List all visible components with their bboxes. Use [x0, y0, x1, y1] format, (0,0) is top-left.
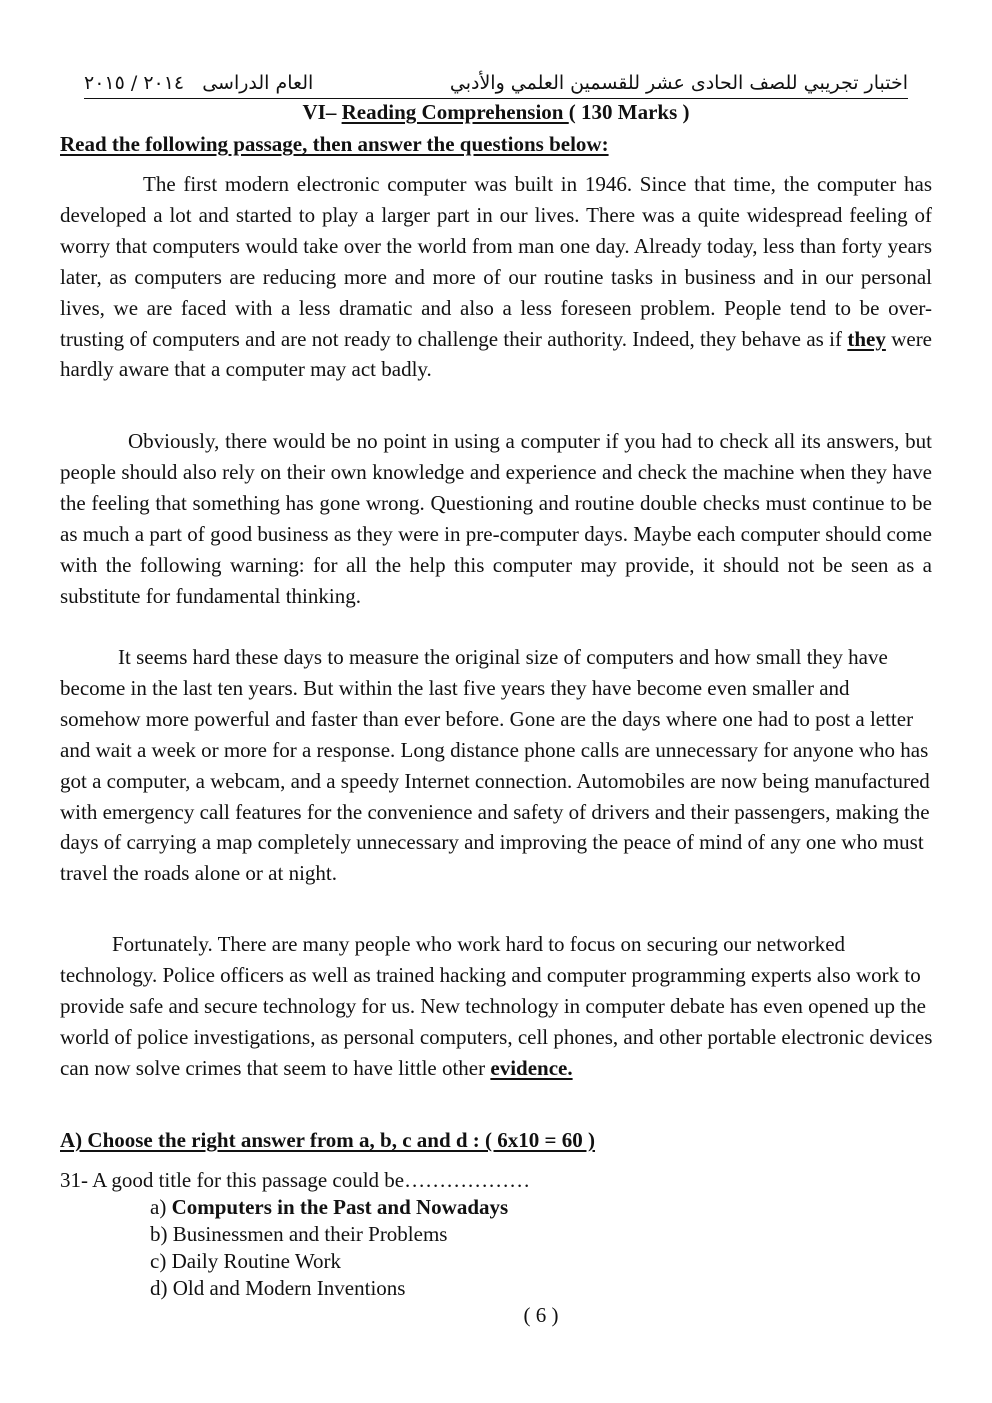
option-text: Computers in the Past and Nowadays: [171, 1195, 509, 1219]
option-c: [150, 1248, 508, 1275]
passage-paragraph-4: [60, 929, 936, 1084]
option-letter: a): [150, 1195, 172, 1219]
option-a: [150, 1194, 508, 1221]
option-letter: b): [150, 1222, 173, 1246]
option-letter: c): [150, 1249, 172, 1273]
highlighted-word-evidence: evidence.: [490, 1055, 573, 1080]
option-b: [150, 1221, 508, 1248]
passage-paragraph-2: Obviously, there would be no point in using a computer if you had to check all its answers, but people should also rely on their own knowledge and experience and check the machine when they have the feeling that something has gone wrong. Questioning and routine double checks must continue to be as much a part of good business as they were in pre-computer days. Maybe each computer should come with the following warning: for all the help this computer may provide, it should not be seen as a substitute for fundamental thinking.: [60, 429, 932, 608]
exam-header: [84, 70, 908, 99]
academic-year-label: العام الدراسى: [202, 72, 314, 94]
questions-heading: A) Choose the right answer from a, b, c and d : ( 6x10 = 60 ): [60, 1128, 596, 1152]
option-text: Old and Modern Inventions: [172, 1276, 406, 1300]
section-marks: ( 130 Marks ): [568, 100, 690, 124]
question-31-options: [150, 1194, 508, 1302]
paragraph-text: were hardly aware that a computer may act badly.: [60, 326, 933, 382]
page-number: ( 6 ): [523, 1303, 559, 1327]
highlighted-word-they: they: [847, 326, 886, 351]
section-title: [0, 99, 992, 125]
paragraph-text: The first modern electronic computer was built in 1946. Since that time, the computer has developed a lot and started to play a larger part in our lives. There was a quite widespread feeling of worry that computers would take over the world from man one day. Already today, less than forty years later, as computers are reducing more and more of our routine tasks in business and in our personal lives, we are faced with a less dramatic and also a less foreseen problem. People tend to be over-trusting of computers and are not ready to challenge their authority. Indeed, they behave as if: [60, 172, 932, 351]
academic-year-range: ٢٠١٤ / ٢٠١٥: [84, 72, 185, 94]
question-31-stem: 31- A good title for this passage could be………………: [60, 1168, 531, 1192]
section-name: Reading Comprehension: [341, 100, 569, 124]
paragraph-text: Fortunately. There are many people who work hard to focus on securing our networked technology. Police officers as well as trained hacking and computer programming experts also work to provide safe and secure technology for us. New technology in computer debate has even opened up the world of police investigations, as personal computers, cell phones, and other portable electronic devices can now solve crimes that seem to have little other: [60, 932, 933, 1080]
passage-paragraph-3: It seems hard these days to measure the original size of computers and how small they have become in the last ten years. But within the last five years they have become even smaller and somehow more powerful and faster than ever before. Gone are the days where one had to post a letter and wait a week or more for a response. Long distance phone calls are unnecessary for anyone who has got a computer, a webcam, and a speedy Internet connection. Automobiles are now being manufactured with emergency call features for the convenience and safety of drivers and their passengers, making the days of carrying a map completely unnecessary and improving the peace of mind of any one who must travel the roads alone or at night.: [60, 645, 930, 886]
exam-title-arabic: اختبار تجريبي للصف الحادى عشر للقسمين العلمي والأدبي: [449, 72, 908, 94]
option-letter: d): [150, 1276, 173, 1300]
option-d: [150, 1275, 508, 1302]
section-number: VI–: [302, 100, 342, 124]
option-text: Daily Routine Work: [171, 1249, 341, 1273]
passage-paragraph-1: [60, 169, 932, 385]
option-text: Businessmen and their Problems: [172, 1222, 448, 1246]
academic-year: [84, 70, 313, 96]
passage-instruction: Read the following passage, then answer the questions below:: [60, 132, 609, 156]
